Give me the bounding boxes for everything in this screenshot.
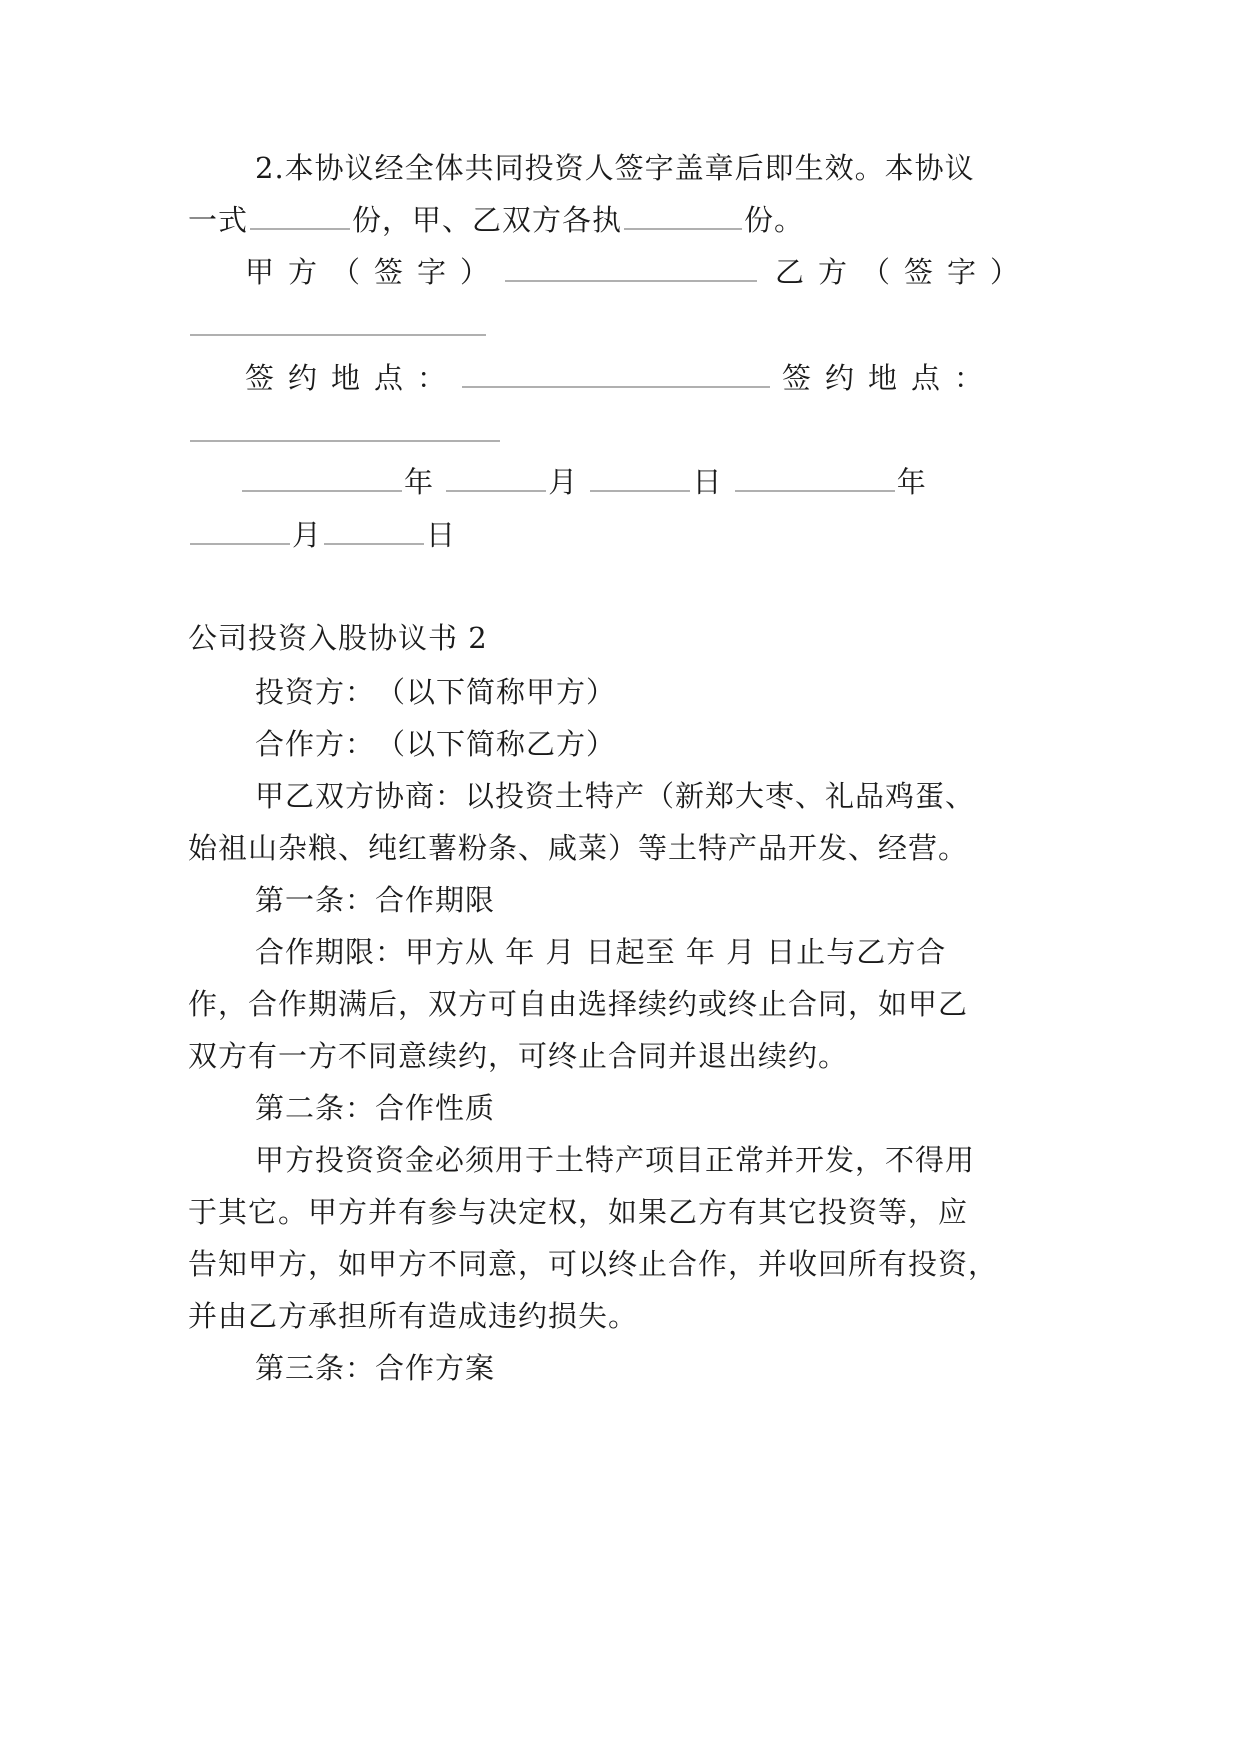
signature-line: [245, 252, 1033, 292]
party-a-sign-place-label: 签约地点：: [245, 361, 461, 395]
party-a-month-blank[interactable]: [446, 462, 546, 492]
party-b-signature-blank[interactable]: [190, 306, 486, 336]
month-label: 月: [548, 465, 579, 499]
article-1-line-1: 合作期限：甲方从 年 月 日起至 年 月 日止与乙方合: [255, 935, 947, 969]
party-b-year-blank[interactable]: [735, 462, 895, 492]
article-3-title: 第三条：合作方案: [255, 1351, 496, 1385]
sign-place-line: [245, 358, 997, 398]
article-2-title: 第二条：合作性质: [255, 1091, 496, 1125]
party-b-sign-place-blank-row: [188, 412, 502, 452]
party-b-signature-label: 乙方（签字）: [775, 255, 1034, 289]
party-a-signature-blank[interactable]: [505, 252, 757, 282]
investor-line: 投资方： （以下简称甲方）: [255, 675, 617, 709]
party-a-day-blank[interactable]: [590, 462, 690, 492]
party-b-sign-place-blank[interactable]: [190, 412, 500, 442]
partner-line: 合作方： （以下简称乙方）: [255, 727, 617, 761]
clause-2-line-2: [188, 200, 804, 240]
copies-label: 一式: [188, 203, 249, 237]
party-a-year-blank[interactable]: [242, 462, 402, 492]
article-2-line-1: 甲方投资资金必须用于土特产项目正常并开发，不得用: [255, 1143, 976, 1177]
article-2-line-2: 于其它。甲方并有参与决定权，如果乙方有其它投资等，应: [188, 1195, 969, 1229]
article-2-line-4: 并由乙方承担所有造成违约损失。: [188, 1299, 639, 1333]
article-1-line-3: 双方有一方不同意续约，可终止合同并退出续约。: [188, 1039, 849, 1073]
article-1-line-2: 作，合作期满后，双方可自由选择续约或终止合同，如甲乙: [188, 987, 969, 1021]
year-label: 年: [404, 465, 435, 499]
month-label: 月: [292, 518, 323, 552]
date-line-2: [188, 515, 456, 555]
intro-line-1: 甲乙双方协商：以投资土特产（新郑大枣、礼品鸡蛋、: [255, 779, 976, 813]
year-label: 年: [896, 465, 927, 499]
party-a-sign-place-blank[interactable]: [462, 358, 770, 388]
party-b-month-blank[interactable]: [190, 515, 290, 545]
party-b-signature-blank-row: [188, 306, 488, 346]
intro-line-2: 始祖山杂粮、纯红薯粉条、咸菜）等土特产品开发、经营。: [188, 831, 969, 865]
date-line: [240, 462, 927, 502]
day-label: 日: [692, 465, 723, 499]
article-2-line-3: 告知甲方，如甲方不同意，可以终止合作，并收回所有投资，: [188, 1247, 999, 1281]
party-a-signature-label: 甲方（签字）: [245, 255, 504, 289]
each-party-label: 份，甲、乙双方各执: [352, 203, 623, 237]
copies-suffix: 份。: [744, 203, 805, 237]
each-party-copies-blank[interactable]: [624, 200, 742, 230]
party-b-day-blank[interactable]: [324, 515, 424, 545]
total-copies-blank[interactable]: [250, 200, 350, 230]
clause-2-line-1: 2.本协议经全体共同投资人签字盖章后即生效。本协议: [255, 151, 975, 185]
party-b-sign-place-label: 签约地点：: [782, 361, 998, 395]
article-1-title: 第一条：合作期限: [255, 883, 496, 917]
document-title: 公司投资入股协议书 2: [188, 621, 488, 655]
day-label: 日: [426, 518, 457, 552]
